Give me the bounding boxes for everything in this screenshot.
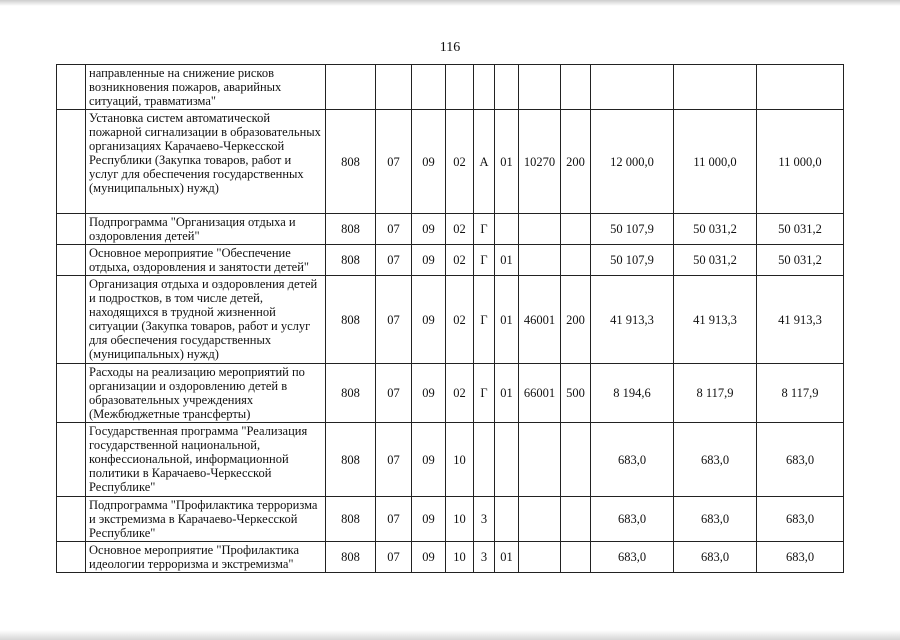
event-code-cell: 01 [495, 276, 519, 364]
item-name-cell: Установка систем автоматической пожарной сигнализации в образовательных организациях Карачаево-Черкесской Республики (Закупка товаров, работ и услуг для обеспечения государственных (муниципальных) нужд) [86, 110, 326, 214]
table-row [57, 214, 844, 245]
item-name-cell: Государственная программа "Реализация государственной национальной, конфессиональной, информационной политики в Карачаево-Черкесской Республике" [86, 423, 326, 497]
page-number: 116 [439, 40, 461, 55]
amount-year3-cell: 50 031,2 [757, 214, 844, 245]
amount-year3-cell: 11 000,0 [757, 110, 844, 214]
section-code-cell: 07 [376, 245, 412, 276]
blank-cell [57, 276, 86, 364]
amount-year1-cell: 683,0 [591, 423, 674, 497]
amount-year2-cell: 41 913,3 [674, 276, 757, 364]
amount-year3-cell: 41 913,3 [757, 276, 844, 364]
table-row [57, 65, 844, 110]
section-code-cell: 07 [376, 423, 412, 497]
subsection-code-cell: 09 [412, 364, 446, 423]
amount-year2-cell: 683,0 [674, 423, 757, 497]
item-name-cell: Подпрограмма "Организация отдыха и оздоровления детей" [86, 214, 326, 245]
amount-year2-cell: 11 000,0 [674, 110, 757, 214]
section-code-cell: 07 [376, 542, 412, 573]
subprogram-code-cell [474, 65, 495, 110]
ministry-code-cell: 808 [326, 542, 376, 573]
ministry-code-cell [326, 65, 376, 110]
table-row [57, 110, 844, 214]
amount-year3-cell: 683,0 [757, 542, 844, 573]
program-code-cell: 02 [446, 245, 474, 276]
blank-cell [57, 65, 86, 110]
item-name-cell: Подпрограмма "Профилактика терроризма и экстремизма в Карачаево-Черкесской Республике" [86, 497, 326, 542]
amount-year3-cell [757, 65, 844, 110]
subsection-code-cell: 09 [412, 276, 446, 364]
amount-year2-cell: 683,0 [674, 497, 757, 542]
event-code-cell: 01 [495, 245, 519, 276]
table-row [57, 245, 844, 276]
program-code-cell: 02 [446, 276, 474, 364]
expense-type-cell: 200 [561, 110, 591, 214]
expense-type-cell [561, 542, 591, 573]
ministry-code-cell: 808 [326, 497, 376, 542]
direction-code-cell: 46001 [519, 276, 561, 364]
ministry-code-cell: 808 [326, 364, 376, 423]
event-code-cell [495, 497, 519, 542]
amount-year1-cell: 41 913,3 [591, 276, 674, 364]
amount-year2-cell: 683,0 [674, 542, 757, 573]
item-name-cell: Организация отдыха и оздоровления детей и подростков, в том числе детей, находящихся в трудной жизненной ситуации (Закупка товаров, работ и услуг для обеспечения государственных (муниципальных) нужд) [86, 276, 326, 364]
section-code-cell: 07 [376, 497, 412, 542]
blank-cell [57, 110, 86, 214]
expense-type-cell [561, 65, 591, 110]
expense-type-cell [561, 245, 591, 276]
program-code-cell: 10 [446, 497, 474, 542]
table-row [57, 542, 844, 573]
section-code-cell: 07 [376, 110, 412, 214]
subprogram-code-cell: Г [474, 364, 495, 423]
amount-year3-cell: 683,0 [757, 423, 844, 497]
ministry-code-cell: 808 [326, 423, 376, 497]
direction-code-cell [519, 245, 561, 276]
subprogram-code-cell: 3 [474, 497, 495, 542]
subsection-code-cell: 09 [412, 214, 446, 245]
blank-cell [57, 364, 86, 423]
amount-year1-cell: 8 194,6 [591, 364, 674, 423]
direction-code-cell [519, 497, 561, 542]
item-name-cell: Основное мероприятие "Профилактика идеологии терроризма и экстремизма" [86, 542, 326, 573]
subprogram-code-cell [474, 423, 495, 497]
amount-year1-cell: 683,0 [591, 497, 674, 542]
item-name-cell: Расходы на реализацию мероприятий по организации и оздоровлению детей в образовательных учреждениях (Межбюджетные трансферты) [86, 364, 326, 423]
amount-year2-cell: 50 031,2 [674, 214, 757, 245]
section-code-cell: 07 [376, 276, 412, 364]
event-code-cell [495, 65, 519, 110]
subsection-code-cell: 09 [412, 497, 446, 542]
amount-year3-cell: 8 117,9 [757, 364, 844, 423]
expense-type-cell: 200 [561, 276, 591, 364]
subprogram-code-cell: А [474, 110, 495, 214]
expense-type-cell [561, 214, 591, 245]
table-row [57, 423, 844, 497]
event-code-cell [495, 214, 519, 245]
section-code-cell [376, 65, 412, 110]
item-name-cell: Основное мероприятие "Обеспечение отдыха, оздоровления и занятости детей" [86, 245, 326, 276]
amount-year2-cell: 8 117,9 [674, 364, 757, 423]
table-row [57, 276, 844, 364]
ministry-code-cell: 808 [326, 214, 376, 245]
blank-cell [57, 423, 86, 497]
event-code-cell: 01 [495, 110, 519, 214]
section-code-cell: 07 [376, 364, 412, 423]
scan-edge-bottom [0, 630, 900, 640]
subprogram-code-cell: Г [474, 214, 495, 245]
blank-cell [57, 245, 86, 276]
program-code-cell: 10 [446, 542, 474, 573]
ministry-code-cell: 808 [326, 276, 376, 364]
subsection-code-cell: 09 [412, 245, 446, 276]
event-code-cell: 01 [495, 364, 519, 423]
table-row [57, 364, 844, 423]
expense-type-cell [561, 497, 591, 542]
scan-edge-top [0, 0, 900, 6]
subprogram-code-cell: 3 [474, 542, 495, 573]
program-code-cell: 10 [446, 423, 474, 497]
item-name-cell: направленные на снижение рисков возникновения пожаров, аварийных ситуаций, травматизма" [86, 65, 326, 110]
direction-code-cell: 10270 [519, 110, 561, 214]
blank-cell [57, 497, 86, 542]
ministry-code-cell: 808 [326, 245, 376, 276]
program-code-cell [446, 65, 474, 110]
blank-cell [57, 542, 86, 573]
budget-table [56, 64, 844, 573]
section-code-cell: 07 [376, 214, 412, 245]
program-code-cell: 02 [446, 214, 474, 245]
direction-code-cell [519, 423, 561, 497]
amount-year1-cell: 50 107,9 [591, 214, 674, 245]
amount-year2-cell [674, 65, 757, 110]
program-code-cell: 02 [446, 364, 474, 423]
subsection-code-cell: 09 [412, 110, 446, 214]
program-code-cell: 02 [446, 110, 474, 214]
subsection-code-cell: 09 [412, 542, 446, 573]
amount-year2-cell: 50 031,2 [674, 245, 757, 276]
direction-code-cell [519, 542, 561, 573]
ministry-code-cell: 808 [326, 110, 376, 214]
subsection-code-cell [412, 65, 446, 110]
subprogram-code-cell: Г [474, 245, 495, 276]
amount-year1-cell [591, 65, 674, 110]
blank-cell [57, 214, 86, 245]
subprogram-code-cell: Г [474, 276, 495, 364]
amount-year3-cell: 683,0 [757, 497, 844, 542]
expense-type-cell [561, 423, 591, 497]
amount-year1-cell: 50 107,9 [591, 245, 674, 276]
event-code-cell [495, 423, 519, 497]
direction-code-cell [519, 214, 561, 245]
subsection-code-cell: 09 [412, 423, 446, 497]
table-row [57, 497, 844, 542]
amount-year1-cell: 683,0 [591, 542, 674, 573]
amount-year3-cell: 50 031,2 [757, 245, 844, 276]
direction-code-cell [519, 65, 561, 110]
expense-type-cell: 500 [561, 364, 591, 423]
direction-code-cell: 66001 [519, 364, 561, 423]
amount-year1-cell: 12 000,0 [591, 110, 674, 214]
event-code-cell: 01 [495, 542, 519, 573]
budget-table-body [57, 65, 844, 573]
